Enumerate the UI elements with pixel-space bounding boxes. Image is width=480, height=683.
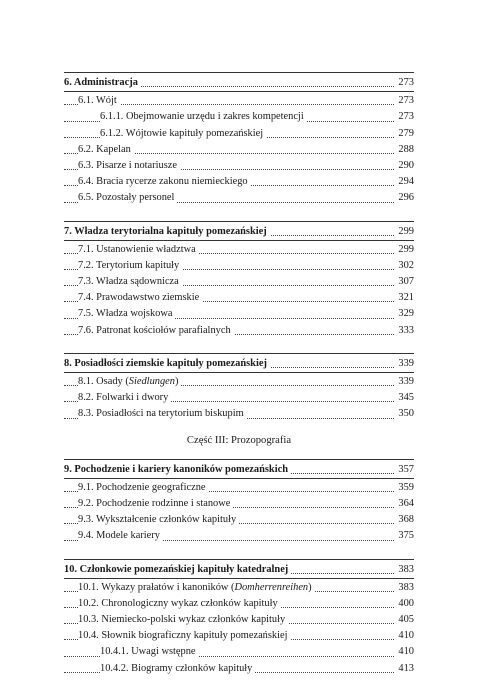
- page-number: 273: [395, 93, 414, 109]
- toc-entry[interactable]: [64, 323, 414, 339]
- toc-entry[interactable]: [64, 644, 414, 660]
- entry-title-text: 10.3. Niemiecko-polski wykaz członków kapituły: [78, 614, 286, 626]
- chapter-rule: [64, 578, 414, 579]
- entry-title: [100, 111, 307, 122]
- entry-title: [78, 260, 182, 271]
- toc-chapter-entry[interactable]: [64, 562, 414, 578]
- entry-title: [78, 582, 315, 593]
- chapter-rule: [64, 478, 414, 479]
- entry-title: [78, 630, 291, 641]
- entry-title-italic: Siedlungen: [128, 376, 175, 387]
- toc-entry[interactable]: [64, 480, 414, 496]
- spacer: [64, 449, 414, 459]
- entry-title-text: 6.4. Bracia rycerze zakonu niemieckiego: [78, 176, 248, 188]
- section-rule: [64, 459, 414, 460]
- toc-entry[interactable]: [64, 306, 414, 322]
- table-of-contents: [64, 72, 414, 677]
- toc-entry[interactable]: [64, 258, 414, 274]
- toc-entry[interactable]: [64, 496, 414, 512]
- section-rule: [64, 221, 414, 222]
- chapter-rule: [64, 240, 414, 241]
- entry-title-text: 10. Członkowie pomezańskiej kapituły katedralnej: [64, 563, 289, 575]
- entry-title-text: 7.3. Władza sądownicza: [78, 276, 179, 288]
- page-number: 290: [395, 158, 414, 174]
- page-number: 296: [395, 190, 414, 206]
- toc-entry[interactable]: [64, 174, 414, 190]
- toc-chapter-entry[interactable]: [64, 224, 414, 240]
- page-number: 345: [395, 390, 414, 406]
- entry-title: [78, 276, 182, 287]
- page-number: 299: [395, 224, 414, 240]
- page-number: 329: [395, 306, 414, 322]
- entry-title: [78, 244, 199, 255]
- toc-chapter-entry[interactable]: [64, 462, 414, 478]
- toc-entry[interactable]: [64, 109, 414, 125]
- page-number: 279: [395, 126, 414, 142]
- entry-title: [78, 192, 177, 203]
- page-number: 299: [395, 242, 414, 258]
- entry-title: [78, 160, 180, 171]
- toc-entry[interactable]: [64, 290, 414, 306]
- toc-entry[interactable]: [64, 274, 414, 290]
- page-number: 383: [395, 580, 414, 596]
- entry-title: [64, 564, 291, 575]
- page-number: 350: [395, 406, 414, 422]
- entry-title-text: 8. Posiadłości ziemskie kapituły pomezańskiej: [64, 357, 267, 369]
- toc-entry[interactable]: [64, 580, 414, 596]
- entry-title-text: 7.6. Patronat kościołów parafialnych: [78, 324, 231, 336]
- page-number: 368: [395, 512, 414, 528]
- page-number: 288: [395, 142, 414, 158]
- entry-title: [78, 292, 202, 303]
- section-rule: [64, 353, 414, 354]
- entry-title-text: 8.3. Posiadłości na terytorium biskupim: [78, 408, 244, 420]
- page-number: 294: [395, 174, 414, 190]
- entry-title: [78, 498, 233, 509]
- chapter-rule: [64, 372, 414, 373]
- chapter-rule: [64, 91, 414, 92]
- toc-entry[interactable]: [64, 374, 414, 390]
- entry-title-text: 6.3. Pisarze i notariusze: [78, 159, 177, 171]
- entry-title-after: ): [308, 581, 312, 593]
- page-number: 307: [395, 274, 414, 290]
- page-number: 364: [395, 496, 414, 512]
- toc-entry[interactable]: [64, 190, 414, 206]
- entry-title-text: 9.2. Pochodzenie rodzinne i stanowe: [78, 497, 231, 509]
- toc-entry[interactable]: [64, 242, 414, 258]
- page-number: 339: [395, 374, 414, 390]
- page-number: 383: [395, 562, 414, 578]
- toc-entry[interactable]: [64, 406, 414, 422]
- entry-title: [64, 358, 270, 369]
- toc-entry[interactable]: [64, 142, 414, 158]
- entry-title-text: 7.1. Ustanowienie władztwa: [78, 243, 196, 255]
- entry-title-text: 10.4.2. Biogramy członków kapituły: [100, 662, 253, 674]
- entry-title-italic: Domherrenreihen: [234, 581, 309, 593]
- entry-title-text: 10.2. Chronologiczny wykaz członków kapituły: [78, 597, 278, 609]
- entry-title-text: 6.2. Kapelan: [78, 143, 131, 155]
- entry-title: [64, 464, 291, 475]
- toc-entry[interactable]: [64, 158, 414, 174]
- page-number: 413: [395, 661, 414, 677]
- toc-entry[interactable]: [64, 596, 414, 612]
- spacer: [64, 423, 414, 433]
- entry-title-text: 7.2. Terytorium kapituły: [78, 259, 180, 271]
- entry-title: [78, 408, 247, 419]
- entry-title: [78, 598, 281, 609]
- entry-title: [100, 663, 255, 674]
- toc-entry[interactable]: [64, 661, 414, 677]
- toc-entry[interactable]: [64, 126, 414, 142]
- spacer: [64, 207, 414, 221]
- entry-title: [78, 530, 163, 541]
- entry-title-text: 9.3. Wykształcenie członków kapituły: [78, 514, 237, 526]
- entry-title-text: 10.1. Wykazy prałatów i kanoników (: [78, 581, 235, 593]
- page-number: 321: [395, 290, 414, 306]
- entry-title: [64, 77, 141, 88]
- part-heading: Część III: Prozopografia: [186, 434, 292, 446]
- toc-entry[interactable]: [64, 390, 414, 406]
- page-number: 339: [395, 356, 414, 372]
- entry-title-text: 6. Administracja: [64, 77, 138, 88]
- entry-title: [78, 482, 209, 493]
- entry-title-text: 10.4. Słownik biograficzny kapituły pomezańskiej: [78, 630, 288, 642]
- toc-entry[interactable]: [64, 528, 414, 544]
- entry-title: [100, 128, 266, 139]
- entry-title-text: 6.1.1. Obejmowanie urzędu i zakres kompetencji: [100, 111, 304, 123]
- entry-title: [78, 308, 175, 319]
- entry-title-text: 6.5. Pozostały personel: [78, 192, 175, 204]
- page-number: 333: [395, 323, 414, 339]
- page-number: 357: [395, 462, 414, 478]
- entry-title: [100, 646, 199, 657]
- entry-title-text: 10.4.1. Uwagi wstępne: [100, 646, 196, 658]
- toc-entry[interactable]: [64, 612, 414, 628]
- page-number: 405: [395, 612, 414, 628]
- entry-title: [78, 376, 181, 387]
- entry-title-text: 8.1. Osady (: [78, 376, 129, 387]
- entry-title-text: 7. Władza terytorialna kapituły pomezańskiej: [64, 225, 267, 237]
- toc-chapter-entry[interactable]: [64, 75, 414, 91]
- entry-title-after: ): [174, 376, 179, 387]
- page-number: 273: [395, 75, 414, 91]
- entry-title-text: 7.4. Prawodawstwo ziemskie: [78, 292, 200, 304]
- entry-title: [78, 614, 288, 625]
- toc-chapter-entry[interactable]: [64, 356, 414, 372]
- spacer: [64, 545, 414, 559]
- entry-title-text: 9. Pochodzenie i kariery kanoników pomezańskich: [64, 463, 288, 475]
- section-rule: [64, 72, 414, 73]
- entry-title-text: 8.2. Folwarki i dwory: [78, 392, 169, 404]
- entry-title-text: 9.1. Pochodzenie geograficzne: [78, 481, 206, 493]
- entry-title-text: 6.1. Wójt: [78, 95, 117, 107]
- toc-entry[interactable]: [64, 93, 414, 109]
- entry-title: [78, 514, 239, 525]
- page-number: 359: [395, 480, 414, 496]
- entry-title: [78, 95, 120, 106]
- entry-title-text: 9.4. Modele kariery: [78, 530, 160, 542]
- page-number: 400: [395, 596, 414, 612]
- entry-title-text: 6.1.2. Wójtowie kapituły pomezańskiej: [100, 127, 264, 139]
- spacer: [64, 339, 414, 353]
- page-number: 375: [395, 528, 414, 544]
- entry-title: [78, 392, 171, 403]
- page-number: 302: [395, 258, 414, 274]
- entry-title: [64, 226, 270, 237]
- entry-title-text: 7.5. Władza wojskowa: [78, 308, 173, 320]
- page-number: 410: [395, 644, 414, 660]
- entry-title: [78, 144, 134, 155]
- toc-entry[interactable]: [64, 512, 414, 528]
- page-number: 273: [395, 109, 414, 125]
- toc-entry[interactable]: [64, 628, 414, 644]
- entry-title: [78, 325, 234, 336]
- page-number: 410: [395, 628, 414, 644]
- section-rule: [64, 559, 414, 560]
- entry-title: [78, 176, 251, 187]
